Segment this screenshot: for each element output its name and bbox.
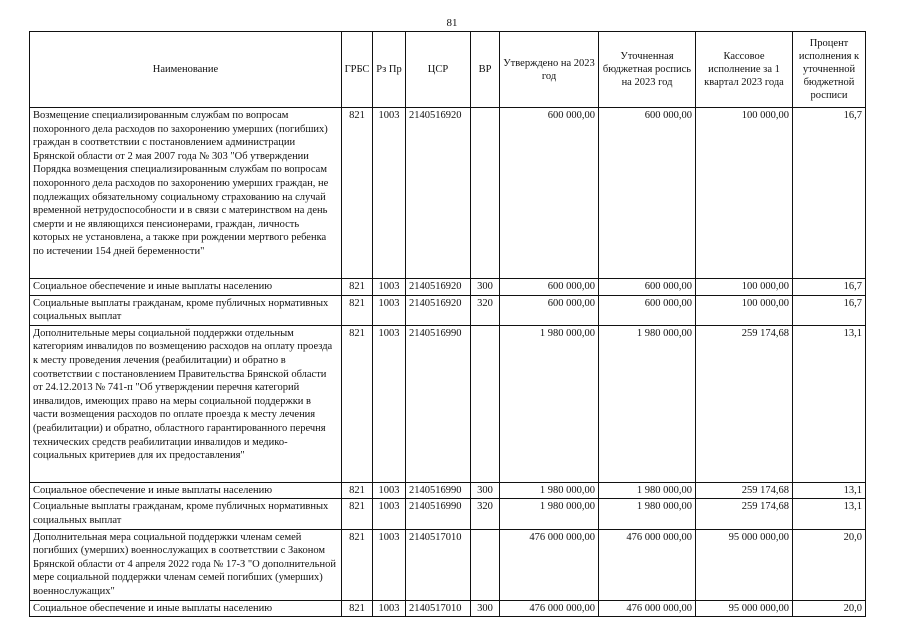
row-refined: 1 980 000,00 <box>599 482 696 499</box>
row-grbs: 821 <box>342 325 373 482</box>
row-vr: 300 <box>471 279 500 296</box>
row-name: Социальные выплаты гражданам, кроме публичных нормативных социальных выплат <box>30 499 342 529</box>
row-vr <box>471 108 500 279</box>
row-csr: 2140516990 <box>406 499 471 529</box>
row-grbs: 821 <box>342 529 373 600</box>
row-rzpr: 1003 <box>373 279 406 296</box>
header-refined: Уточненная бюджетная роспись на 2023 год <box>599 32 696 108</box>
budget-execution-table <box>29 31 866 617</box>
row-vr <box>471 529 500 600</box>
row-rzpr: 1003 <box>373 499 406 529</box>
row-refined: 600 000,00 <box>599 279 696 296</box>
header-grbs: ГРБС <box>342 32 373 108</box>
row-cash: 259 174,68 <box>696 499 793 529</box>
table-row <box>30 108 866 279</box>
row-name: Социальное обеспечение и иные выплаты населению <box>30 482 342 499</box>
row-vr: 320 <box>471 499 500 529</box>
row-cash: 95 000 000,00 <box>696 529 793 600</box>
row-refined: 600 000,00 <box>599 295 696 325</box>
row-vr: 320 <box>471 295 500 325</box>
row-name: Социальное обеспечение и иные выплаты населению <box>30 600 342 617</box>
row-percent: 13,1 <box>793 482 866 499</box>
row-percent: 13,1 <box>793 325 866 482</box>
header-rzpr: Рз Пр <box>373 32 406 108</box>
row-csr: 2140517010 <box>406 600 471 617</box>
row-grbs: 821 <box>342 600 373 617</box>
header-percent: Процент исполнения к уточненной бюджетной росписи <box>793 32 866 108</box>
row-vr: 300 <box>471 600 500 617</box>
row-csr: 2140516990 <box>406 482 471 499</box>
row-csr: 2140516920 <box>406 279 471 296</box>
row-rzpr: 1003 <box>373 529 406 600</box>
header-approved: Утверждено на 2023 год <box>500 32 599 108</box>
row-refined: 600 000,00 <box>599 108 696 279</box>
row-approved: 1 980 000,00 <box>500 325 599 482</box>
row-refined: 476 000 000,00 <box>599 529 696 600</box>
table-row <box>30 600 866 617</box>
row-approved: 1 980 000,00 <box>500 499 599 529</box>
row-grbs: 821 <box>342 499 373 529</box>
row-grbs: 821 <box>342 482 373 499</box>
table-header-row <box>30 32 866 108</box>
row-approved: 476 000 000,00 <box>500 600 599 617</box>
header-csr: ЦСР <box>406 32 471 108</box>
row-vr <box>471 325 500 482</box>
header-cash: Кассовое исполнение за 1 квартал 2023 года <box>696 32 793 108</box>
row-cash: 259 174,68 <box>696 482 793 499</box>
row-csr: 2140517010 <box>406 529 471 600</box>
row-rzpr: 1003 <box>373 325 406 482</box>
row-rzpr: 1003 <box>373 600 406 617</box>
row-approved: 600 000,00 <box>500 295 599 325</box>
table-row <box>30 279 866 296</box>
table-row <box>30 325 866 482</box>
row-rzpr: 1003 <box>373 295 406 325</box>
row-percent: 13,1 <box>793 499 866 529</box>
row-percent: 16,7 <box>793 295 866 325</box>
row-csr: 2140516920 <box>406 295 471 325</box>
row-cash: 100 000,00 <box>696 108 793 279</box>
row-percent: 20,0 <box>793 529 866 600</box>
row-percent: 16,7 <box>793 279 866 296</box>
row-refined: 476 000 000,00 <box>599 600 696 617</box>
row-name: Дополнительные меры социальной поддержки отдельным категориям инвалидов по возмещению расходов на оплату проезда к месту проведения лечения (реабилитации) и обратно в соответствии с постановлением Правительства Брянской области от 24.12.2013 № 741-п "Об утверждении перечня категорий инвалидов, имеющих право на меры социальной поддержки в части возмещения расходов по оплате проезда к месту лечения (реабилитации) и обратно, областного гарантированного перечня технических средств реабилитации инвалидов и медико-социальных критериев для их предоставления" <box>30 325 342 482</box>
row-refined: 1 980 000,00 <box>599 499 696 529</box>
row-grbs: 821 <box>342 108 373 279</box>
table-row <box>30 295 866 325</box>
page-number: 81 <box>446 17 458 29</box>
row-grbs: 821 <box>342 295 373 325</box>
row-percent: 16,7 <box>793 108 866 279</box>
row-name: Социальное обеспечение и иные выплаты населению <box>30 279 342 296</box>
row-approved: 600 000,00 <box>500 108 599 279</box>
row-approved: 476 000 000,00 <box>500 529 599 600</box>
row-approved: 1 980 000,00 <box>500 482 599 499</box>
header-name: Наименование <box>30 32 342 108</box>
row-csr: 2140516920 <box>406 108 471 279</box>
row-cash: 100 000,00 <box>696 295 793 325</box>
row-grbs: 821 <box>342 279 373 296</box>
row-cash: 259 174,68 <box>696 325 793 482</box>
row-cash: 100 000,00 <box>696 279 793 296</box>
table-row <box>30 482 866 499</box>
row-name: Возмещение специализированным службам по вопросам похоронного дела расходов по захоронению умерших (погибших) граждан в соответствии с постановлением администрации Брянской области от 2 мая 2007 года № 303 "Об утверждении Порядка возмещения специализированным службам по вопросам похоронного дела расходов по захоронению умерших граждан, не подлежащих обязательному социальному страхованию на случай временной нетрудоспособности и в связи с материнством на день смерти и не являющихся пенсионерами, граждан, личность которых не установлена, а также при рождении мертвого ребенка по истечении 154 дней беременности" <box>30 108 342 279</box>
row-cash: 95 000 000,00 <box>696 600 793 617</box>
header-vr: ВР <box>471 32 500 108</box>
row-csr: 2140516990 <box>406 325 471 482</box>
table-row <box>30 529 866 600</box>
row-refined: 1 980 000,00 <box>599 325 696 482</box>
row-name: Социальные выплаты гражданам, кроме публичных нормативных социальных выплат <box>30 295 342 325</box>
row-percent: 20,0 <box>793 600 866 617</box>
row-rzpr: 1003 <box>373 108 406 279</box>
table-row <box>30 499 866 529</box>
row-approved: 600 000,00 <box>500 279 599 296</box>
row-vr: 300 <box>471 482 500 499</box>
row-rzpr: 1003 <box>373 482 406 499</box>
row-name: Дополнительная мера социальной поддержки членам семей погибших (умерших) военнослужащих в соответствии с Законом Брянской области от 4 апреля 2022 года № 17-З "О дополнительной мере социальной поддержки членам семей погибших (умерших) военнослужащих" <box>30 529 342 600</box>
